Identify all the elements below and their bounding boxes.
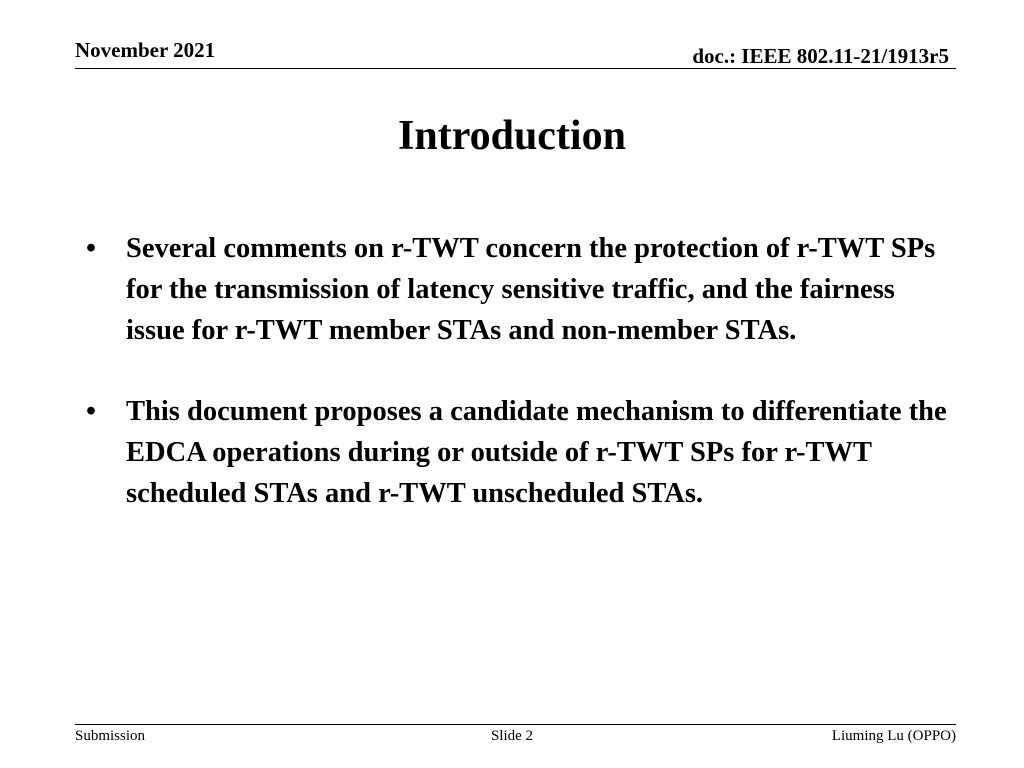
bullet-text: Several comments on r-TWT concern the protection of r-TWT SPs for the transmission of latency sensitive traffic, and the fairness issue for r-TWT member STAs and non-member STAs. [126, 233, 936, 346]
bullet-list [80, 228, 950, 554]
bullet-item [80, 228, 950, 351]
header-doc-id: doc.: IEEE 802.11-21/1913r5 [692, 44, 949, 68]
footer-submission: Submission [75, 728, 146, 744]
bullet-item [80, 391, 950, 514]
footer-slide-number: Slide 2 [490, 728, 534, 744]
header-date: November 2021 [75, 38, 216, 62]
bullet-icon: • [86, 233, 96, 264]
bullet-icon: • [86, 396, 96, 427]
bullet-text: This document proposes a candidate mechanism to differentiate the EDCA operations during or outside of r-TWT SPs for r-TWT scheduled STAs and r-TWT unscheduled STAs. [126, 396, 947, 509]
header-divider [75, 68, 956, 69]
slide-title: Introduction [398, 113, 626, 159]
footer-author: Liuming Lu (OPPO) [831, 728, 956, 744]
footer-divider [75, 724, 956, 725]
